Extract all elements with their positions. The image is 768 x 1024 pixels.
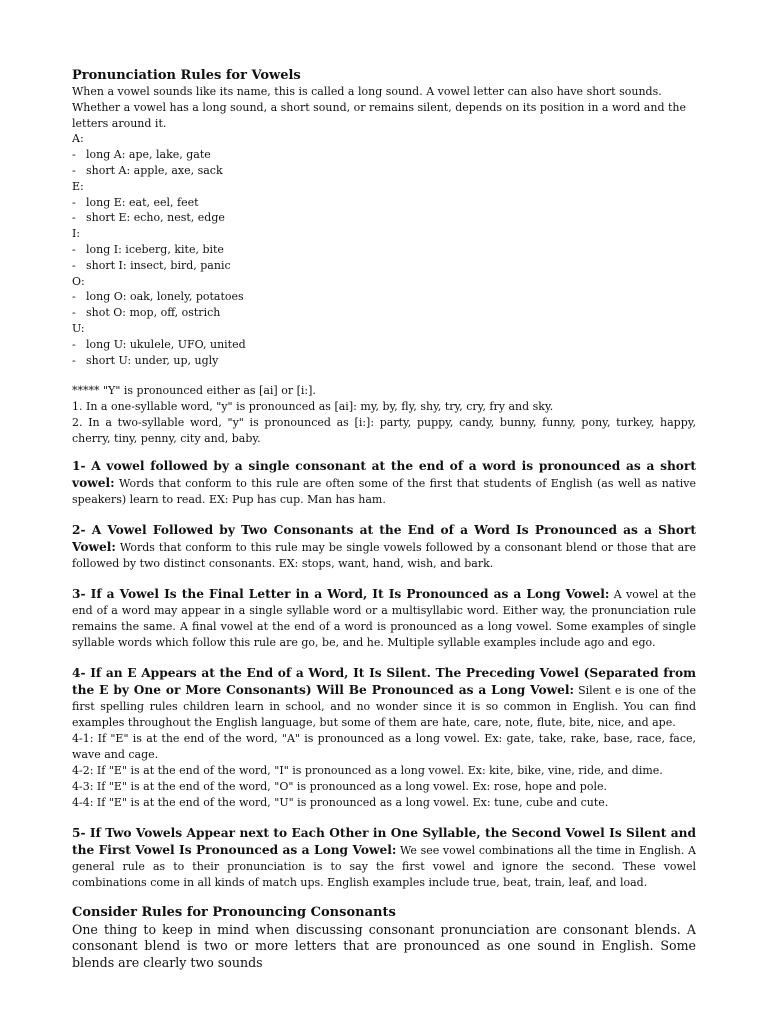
spacer	[72, 811, 696, 825]
consonants-heading: Consider Rules for Pronouncing Consonants	[72, 904, 396, 920]
consonants-paragraph: One thing to keep in mind when discussing consonant pronunciation are consonant blends. A consonant blend is two or more letters that are pronounced as one sound in English. Some blends are clearly two sounds	[72, 921, 696, 970]
rule-1	[72, 458, 696, 508]
rule-body: A vowel at the end of a word may appear in a single syllable word or a multisyllabic word. Either way, the pronunciation rule remains the same. A final vowel at the end of a word is pronounced as a long vowel. Some examples of single syllable words which follow this rule are go, be, and he. Multiple syllable examples include ago and ego.	[72, 587, 696, 649]
short-text: short I: insect, bird, panic	[86, 258, 231, 272]
long-example	[72, 195, 696, 211]
rule-body: We see vowel combinations all the time in English. A general rule as to their pronunciation is to say the first vowel and ignore the second. These vowel combinations come in all kinds of match ups. English examples include true, beat, train, leaf, and load.	[72, 843, 696, 889]
vowel-label: E:	[72, 179, 84, 193]
spacer	[72, 891, 696, 905]
y-rule-one-syllable: 1. In a one-syllable word, "y" is pronounced as [ai]: my, by, fly, shy, try, cry, fry and sky.	[72, 400, 554, 414]
long-example	[72, 147, 696, 163]
page-title: Pronunciation Rules for Vowels	[72, 68, 301, 83]
spacer	[72, 447, 696, 458]
short-text: short E: echo, nest, edge	[86, 211, 225, 225]
long-example	[72, 289, 696, 305]
bullet-dash: -	[72, 195, 76, 209]
y-rule-two-syllable: 2. In a two-syllable word, "y" is pronounced as [i:]: party, puppy, candy, bunny, funny, pony, turkey, happy, cherry, tiny, penny, city and, baby.	[72, 415, 696, 445]
long-text: long I: iceberg, kite, bite	[86, 242, 224, 256]
bullet-dash: -	[72, 306, 76, 320]
long-text: long A: ape, lake, gate	[86, 148, 211, 162]
vowel-group-u	[72, 321, 696, 368]
bullet-dash: -	[72, 290, 76, 304]
rule-heading: 3- If a Vowel Is the Final Letter in a Word, It Is Pronounced as a Long Vowel:	[72, 586, 610, 601]
short-text: short A: apple, axe, sack	[86, 163, 223, 177]
vowel-group-o	[72, 274, 696, 321]
rule-body: Silent e is one of the first spelling rules children learn in school, and no wonder since it is so common in English. You can find examples throughout the English language, but some of them are hate, care, note, flute, bite, nice, and ape.	[72, 683, 696, 729]
spacer	[72, 508, 696, 522]
bullet-dash: -	[72, 148, 76, 162]
sub-rule-4-3: 4-3: If "E" is at the end of the word, "O" is pronounced as a long vowel. Ex: rose, hope and pole.	[72, 779, 607, 793]
y-note: ***** "Y" is pronounced either as [ai] or [i:].	[72, 384, 316, 398]
spacer	[72, 368, 696, 383]
sub-rule-4-4: 4-4: If "E" is at the end of the word, "U" is pronounced as a long vowel. Ex: tune, cube and cute.	[72, 795, 609, 809]
vowel-group-i	[72, 226, 696, 273]
vowel-list	[72, 131, 696, 368]
long-text: long O: oak, lonely, potatoes	[86, 290, 244, 304]
short-example	[72, 305, 696, 321]
vowel-label: O:	[72, 274, 85, 288]
bullet-dash: -	[72, 337, 76, 351]
vowel-group-e	[72, 179, 696, 226]
long-text: long E: eat, eel, feet	[86, 195, 199, 209]
sub-rule-4-2: 4-2: If "E" is at the end of the word, "I" is pronounced as a long vowel. Ex: kite, bike, vine, ride, and dime.	[72, 763, 663, 777]
long-text: long U: ukulele, UFO, united	[86, 337, 246, 351]
short-text: short U: under, up, ugly	[86, 353, 219, 367]
rule-body: Words that conform to this rule may be single vowels followed by a consonant blend or those that are followed by two distinct consonants. EX: stops, want, hand, wish, and bark.	[72, 540, 696, 570]
vowel-label: U:	[72, 321, 85, 335]
rule-2	[72, 522, 696, 572]
rule-heading: 5- If Two Vowels Appear next to Each Other in One Syllable, the Second Vowel Is Silent and the First Vowel Is Pronounced as a Long Vowel:	[72, 825, 696, 857]
short-example	[72, 163, 696, 179]
short-text: shot O: mop, off, ostrich	[86, 306, 221, 320]
rule-3	[72, 586, 696, 651]
short-example	[72, 258, 696, 274]
spacer	[72, 651, 696, 665]
rule-4	[72, 665, 696, 731]
bullet-dash: -	[72, 242, 76, 256]
sub-rule-4-1: 4-1: If "E" is at the end of the word, "A" is pronounced as a long vowel. Ex: gate, take, rake, base, race, face, wave and cage.	[72, 731, 696, 761]
bullet-dash: -	[72, 163, 76, 177]
rule-heading: 2- A Vowel Followed by Two Consonants at the End of a Word Is Pronounced as a Short Vowel:	[72, 522, 696, 554]
long-example	[72, 242, 696, 258]
rule-heading: 1- A vowel followed by a single consonant at the end of a word is pronounced as a short vowel:	[72, 458, 696, 490]
intro-paragraph: When a vowel sounds like its name, this is called a long sound. A vowel letter can also have short sounds. Whether a vowel has a long sound, a short sound, or remains silent, depends on its position in a word and the letters around it.	[72, 85, 687, 130]
rule-heading: 4- If an E Appears at the End of a Word, It Is Silent. The Preceding Vowel (Separated from the E by One or More Consonants) Will Be Pronounced as a Long Vowel:	[72, 665, 696, 697]
bullet-dash: -	[72, 353, 76, 367]
vowel-label: A:	[72, 132, 84, 146]
short-example	[72, 353, 696, 369]
vowel-group-a	[72, 131, 696, 178]
long-example	[72, 337, 696, 353]
spacer	[72, 572, 696, 586]
bullet-dash: -	[72, 258, 76, 272]
rule-body: Words that conform to this rule are often some of the first that students of English (as well as native speakers) learn to read. EX: Pup has cup. Man has ham.	[72, 476, 696, 506]
vowel-label: I:	[72, 227, 81, 241]
bullet-dash: -	[72, 211, 76, 225]
rule-5	[72, 825, 696, 891]
short-example	[72, 210, 696, 226]
